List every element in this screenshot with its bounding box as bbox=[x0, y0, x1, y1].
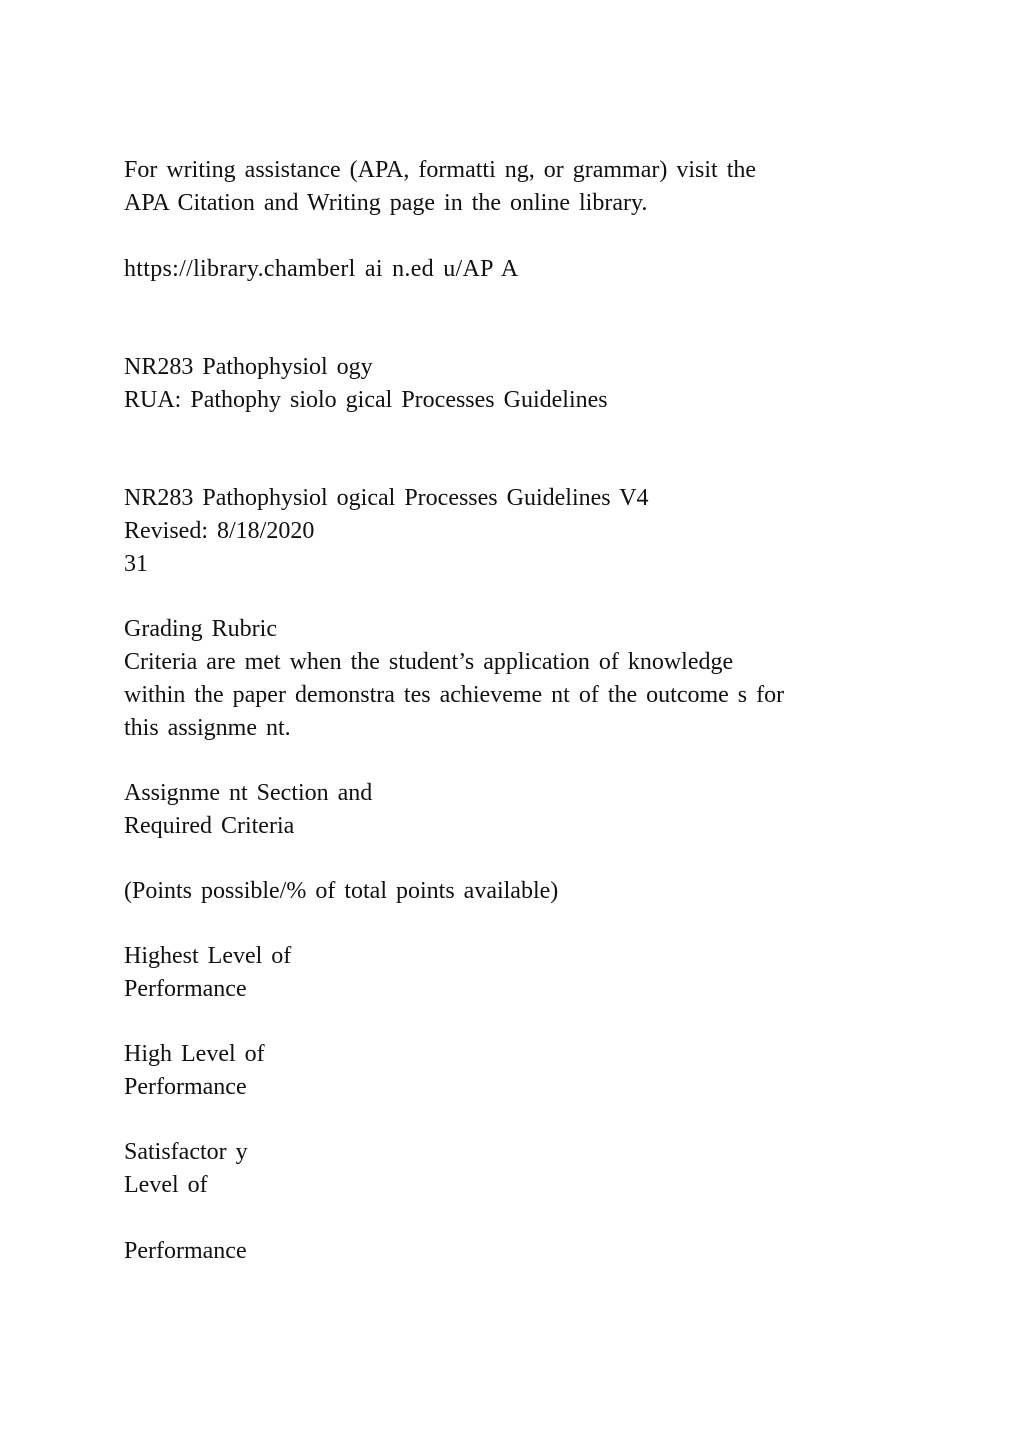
grading-rubric-heading: Grading Rubric bbox=[124, 616, 277, 642]
criteria-text-line-1: Criteria are met when the student’s application of knowledge bbox=[124, 649, 734, 675]
criteria-text-line-3: this assignme nt. bbox=[124, 715, 291, 741]
section-criteria-line-2: Required Criteria bbox=[124, 813, 295, 839]
writing-assistance-line-1: For writing assistance (APA, formatti ng, or grammar) visit the bbox=[124, 157, 757, 183]
assignment-title: RUA: Pathophy siolo gical Processes Guidelines bbox=[124, 387, 608, 413]
high-level-line-1: High Level of bbox=[124, 1041, 265, 1067]
writing-assistance-line-2: APA Citation and Writing page in the online library. bbox=[124, 190, 648, 216]
highest-level-line-2: Performance bbox=[124, 976, 247, 1002]
satisfactory-level-line-2: Level of bbox=[124, 1172, 208, 1198]
points-possible: (Points possible/% of total points available) bbox=[124, 878, 559, 904]
page-number: 31 bbox=[124, 551, 148, 577]
revised-date: Revised: 8/18/2020 bbox=[124, 518, 315, 544]
high-level-line-2: Performance bbox=[124, 1074, 247, 1100]
library-url[interactable]: https://library.chamberl ai n.ed u/AP A bbox=[124, 256, 519, 282]
course-title: NR283 Pathophysiol ogy bbox=[124, 354, 373, 380]
criteria-text-line-2: within the paper demonstra tes achieveme nt of the outcome s for bbox=[124, 682, 785, 708]
guidelines-version: NR283 Pathophysiol ogical Processes Guidelines V4 bbox=[124, 485, 649, 511]
section-criteria-line-1: Assignme nt Section and bbox=[124, 780, 373, 806]
satisfactory-level-line-3: Performance bbox=[124, 1238, 247, 1264]
satisfactory-level-line-1: Satisfactor y bbox=[124, 1139, 248, 1165]
highest-level-line-1: Highest Level of bbox=[124, 943, 292, 969]
